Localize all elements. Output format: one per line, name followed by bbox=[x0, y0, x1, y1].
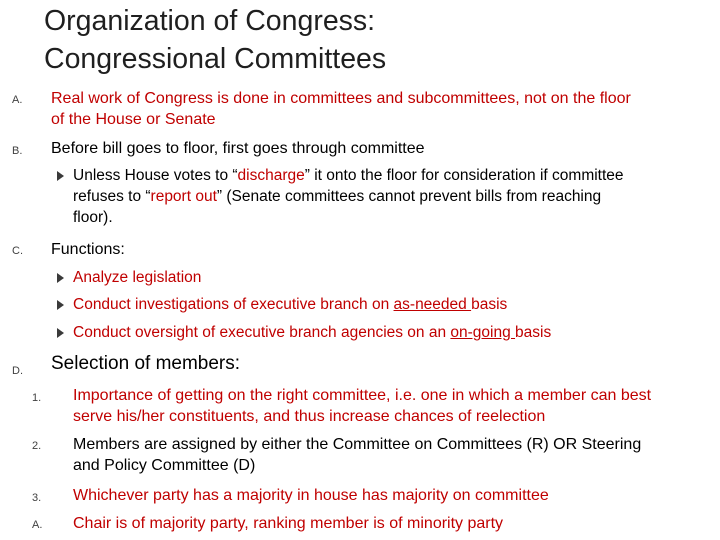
function-text: Conduct oversight of executive branch agencies on an bbox=[73, 324, 451, 341]
section-d-marker: D. bbox=[12, 365, 23, 377]
member-item-marker: 3. bbox=[32, 492, 42, 504]
on-going-emphasis: on-going bbox=[450, 324, 516, 341]
as-needed-emphasis: as-needed bbox=[393, 296, 472, 313]
section-a-line-2: of the House or Senate bbox=[51, 111, 216, 128]
sub-text: ” (Senate committees cannot prevent bills from reaching bbox=[216, 188, 602, 205]
section-b-subitem bbox=[73, 165, 713, 228]
discharge-term: discharge bbox=[237, 167, 305, 184]
section-b-sub-line-1 bbox=[73, 165, 713, 186]
report-out-term: report out bbox=[150, 188, 217, 205]
section-a-line-1: Real work of Congress is done in committees and subcommittees, not on the floor bbox=[51, 90, 631, 107]
triangle-bullet-icon bbox=[57, 273, 64, 283]
section-d-text: Selection of members: bbox=[51, 353, 241, 374]
section-b-sub-line-2 bbox=[73, 186, 713, 207]
title-line-2: Congressional Committees bbox=[44, 43, 387, 75]
title-line-1: Organization of Congress: bbox=[44, 5, 376, 37]
section-a-marker: A. bbox=[12, 94, 23, 106]
member-item-line: serve his/her constituents, and thus increase chances of reelection bbox=[73, 408, 546, 425]
member-item: Whichever party has a majority in house has majority on committee bbox=[73, 487, 549, 504]
section-a-text bbox=[51, 88, 711, 130]
section-b-marker: B. bbox=[12, 145, 23, 157]
triangle-bullet-icon bbox=[57, 328, 64, 338]
function-text: basis bbox=[471, 296, 508, 313]
sub-text: Unless House votes to “ bbox=[73, 167, 238, 184]
function-item bbox=[73, 294, 507, 315]
member-item-marker: 1. bbox=[32, 392, 42, 404]
slide-title bbox=[44, 2, 704, 78]
member-item bbox=[73, 385, 713, 427]
member-item-marker: 2. bbox=[32, 440, 42, 452]
sub-text: refuses to “ bbox=[73, 188, 151, 205]
function-text: basis bbox=[515, 324, 552, 341]
member-item-line: and Policy Committee (D) bbox=[73, 457, 256, 474]
sub-text: ” it onto the floor for consideration if committee bbox=[304, 167, 624, 184]
function-text: Conduct investigations of executive branch on bbox=[73, 296, 394, 313]
member-item-line: Members are assigned by either the Committee on Committees (R) OR Steering bbox=[73, 436, 642, 453]
function-item bbox=[73, 322, 551, 343]
triangle-bullet-icon bbox=[57, 300, 64, 310]
triangle-bullet-icon bbox=[57, 171, 64, 181]
section-b-sub-line-3: floor). bbox=[73, 209, 113, 226]
member-item: Chair is of majority party, ranking member is of minority party bbox=[73, 515, 504, 532]
section-b-text: Before bill goes to floor, first goes through committee bbox=[51, 140, 425, 157]
function-item: Analyze legislation bbox=[73, 269, 202, 286]
section-c-text: Functions: bbox=[51, 241, 125, 258]
member-item-line: Importance of getting on the right committee, i.e. one in which a member can best bbox=[73, 387, 652, 404]
member-item-marker: A. bbox=[32, 519, 43, 531]
section-c-marker: C. bbox=[12, 245, 23, 257]
member-item bbox=[73, 434, 713, 476]
